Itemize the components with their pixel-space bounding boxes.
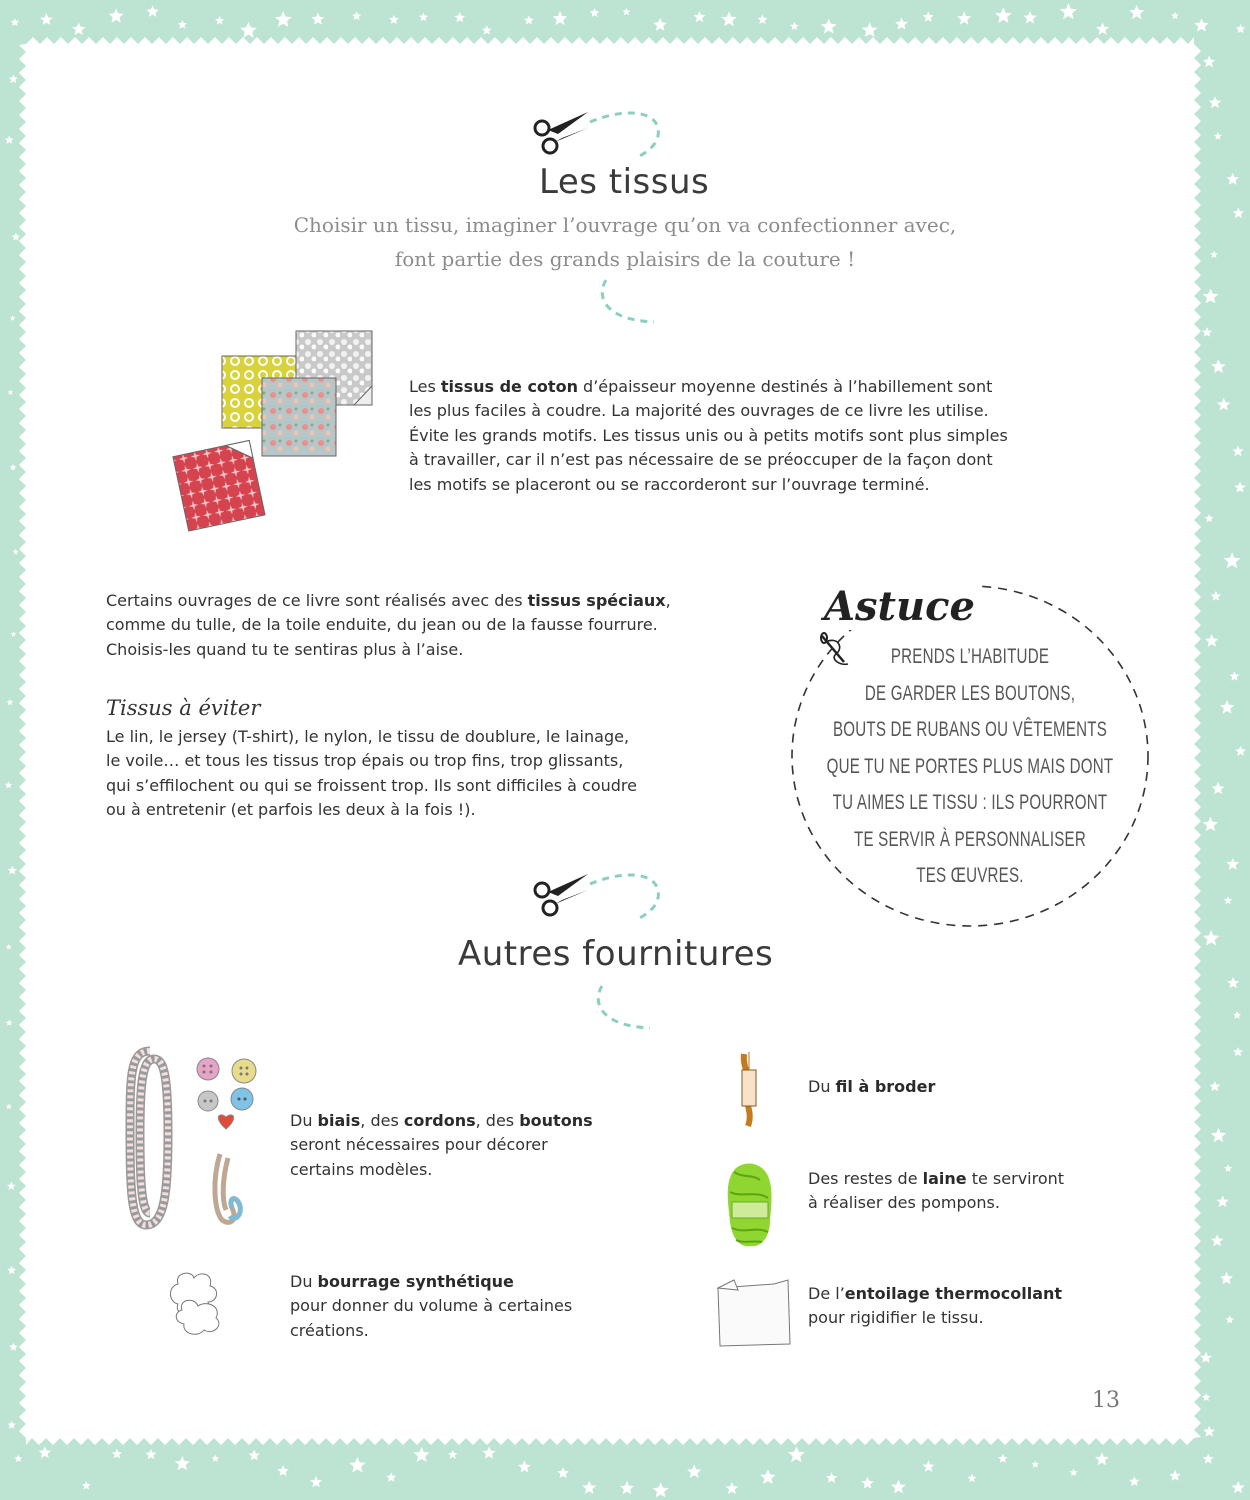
bias-tape-icon (124, 1045, 176, 1231)
subtitle-line-2: font partie des grands plaisirs de la couture ! (394, 247, 856, 271)
section-title-tissus: Les tissus (539, 162, 710, 202)
biais-text (290, 1109, 593, 1182)
dashed-curve-ornament (592, 276, 672, 328)
entoilage-line-2: pour rigidifier le tissu. (808, 1308, 984, 1328)
astuce-text-wrapper (770, 639, 1170, 895)
avoid-line-1: Le lin, le jersey (T-shirt), le nylon, le tissu de doublure, le lainage, (106, 727, 630, 746)
bourrage-line-1 (290, 1270, 572, 1294)
bold-term: entoilage thermocollant (844, 1284, 1063, 1303)
page-number: 13 (1092, 1388, 1120, 1413)
astuce-text (826, 639, 1114, 895)
bold-term: fil à broder (835, 1077, 936, 1096)
bold-term: laine (922, 1169, 967, 1188)
astuce-line-2: DE GARDER LES BOUTONS, (864, 681, 1076, 705)
cotton-line-4: à travailler, car il n’est pas nécessaire de se préoccuper de la façon dont (409, 450, 993, 470)
wool-skein-icon (722, 1162, 778, 1250)
astuce-line-5: TU AIMES LE TISSU : ILS POURRONT (832, 791, 1108, 814)
bold-term: tissus de coton (440, 377, 578, 396)
special-fabrics-paragraph (106, 589, 671, 662)
cotton-line-3: Évite les grands motifs. Les tissus unis ou à petits motifs sont plus simples (409, 425, 1008, 445)
interfacing-sheet-icon (714, 1278, 794, 1350)
avoid-heading: Tissus à éviter (106, 696, 261, 720)
laine-text (808, 1167, 1064, 1216)
biais-line-3: certains modèles. (290, 1159, 433, 1179)
fabric-swatches-illustration (172, 326, 382, 532)
text-run: , des (475, 1111, 520, 1130)
text-run: Des restes de (808, 1169, 923, 1188)
embroidery-floss-icon (738, 1050, 760, 1128)
special-line-2: comme du tulle, de la toile enduite, du jean ou de la fausse fourrure. (106, 615, 658, 635)
astuce-line-6: TE SERVIR À PERSONNALISER (854, 827, 1086, 851)
special-line-3: Choisis-les quand tu te sentiras plus à l’aise. (106, 639, 464, 659)
text-run: Certains ouvrages de ce livre sont réalisés avec des (106, 591, 528, 610)
cotton-paragraph (409, 375, 1008, 497)
text-run: De l’ (808, 1284, 845, 1303)
cotton-line-1 (409, 375, 1008, 399)
text-run: Du (290, 1272, 318, 1291)
fil-line-1 (808, 1075, 935, 1099)
text-run: d’épaisseur moyenne destinés à l’habillement sont (577, 377, 993, 396)
bold-term: cordons (403, 1111, 476, 1130)
avoid-line-3: qui s’effilochent ou qui se froissent trop. Ils sont difficiles à coudre (106, 775, 637, 795)
cotton-line-2: les plus faciles à coudre. La majorité des ouvrages de ce livre les utilise. (409, 401, 989, 421)
subtitle-line-1: Choisir un tissu, imaginer l’ouvrage qu’on va confectionner avec, (293, 213, 957, 237)
stuffing-icon (164, 1268, 230, 1338)
astuce-line-4: QUE TU NE PORTES PLUS MAIS DONT (826, 754, 1114, 778)
astuce-line-3: BOUTS DE RUBANS OU VÊTEMENTS (832, 718, 1108, 741)
bourrage-text (290, 1270, 572, 1343)
bold-term: bourrage synthétique (317, 1272, 514, 1291)
avoid-line-2: le voile… et tous les tissus trop épais ou trop fins, trop glissants, (106, 751, 624, 771)
entoilage-line-1 (808, 1282, 1062, 1306)
text-run: Du (808, 1077, 836, 1096)
avoid-paragraph (106, 725, 637, 823)
bourrage-line-3: créations. (290, 1320, 369, 1340)
entoilage-text (808, 1282, 1062, 1331)
cord-icon (206, 1150, 246, 1228)
avoid-line-4: ou à entretenir (et parfois les deux à la fois !). (106, 800, 476, 820)
text-run: , des (360, 1111, 404, 1130)
cotton-line-5: les motifs se placeront ou se raccorderont sur l’ouvrage terminé. (409, 474, 930, 494)
bourrage-line-2: pour donner du volume à certaines (290, 1296, 573, 1316)
laine-line-2: à réaliser des pompons. (808, 1193, 1000, 1213)
text-run: , (665, 591, 671, 610)
buttons-icon (194, 1055, 260, 1131)
laine-line-1 (808, 1167, 1064, 1191)
biais-line-2: seront nécessaires pour décorer (290, 1135, 548, 1155)
special-line-1 (106, 589, 671, 613)
astuce-heading: Astuce (820, 583, 979, 630)
fil-text (808, 1075, 935, 1099)
bold-term: tissus spéciaux (527, 591, 666, 610)
astuce-line-1: PRENDS L’HABITUDE (890, 645, 1050, 668)
section-subtitle (225, 208, 1025, 276)
bold-term: boutons (519, 1111, 593, 1130)
dashed-curve-ornament-2 (588, 982, 668, 1034)
biais-line-1 (290, 1109, 593, 1133)
text-run: te serviront (966, 1169, 1065, 1188)
text-run: Du (290, 1111, 318, 1130)
astuce-line-7: TES ŒUVRES. (916, 864, 1024, 887)
bold-term: biais (317, 1111, 361, 1130)
text-run: Les (409, 377, 441, 396)
section-title-fournitures: Autres fournitures (458, 934, 774, 974)
